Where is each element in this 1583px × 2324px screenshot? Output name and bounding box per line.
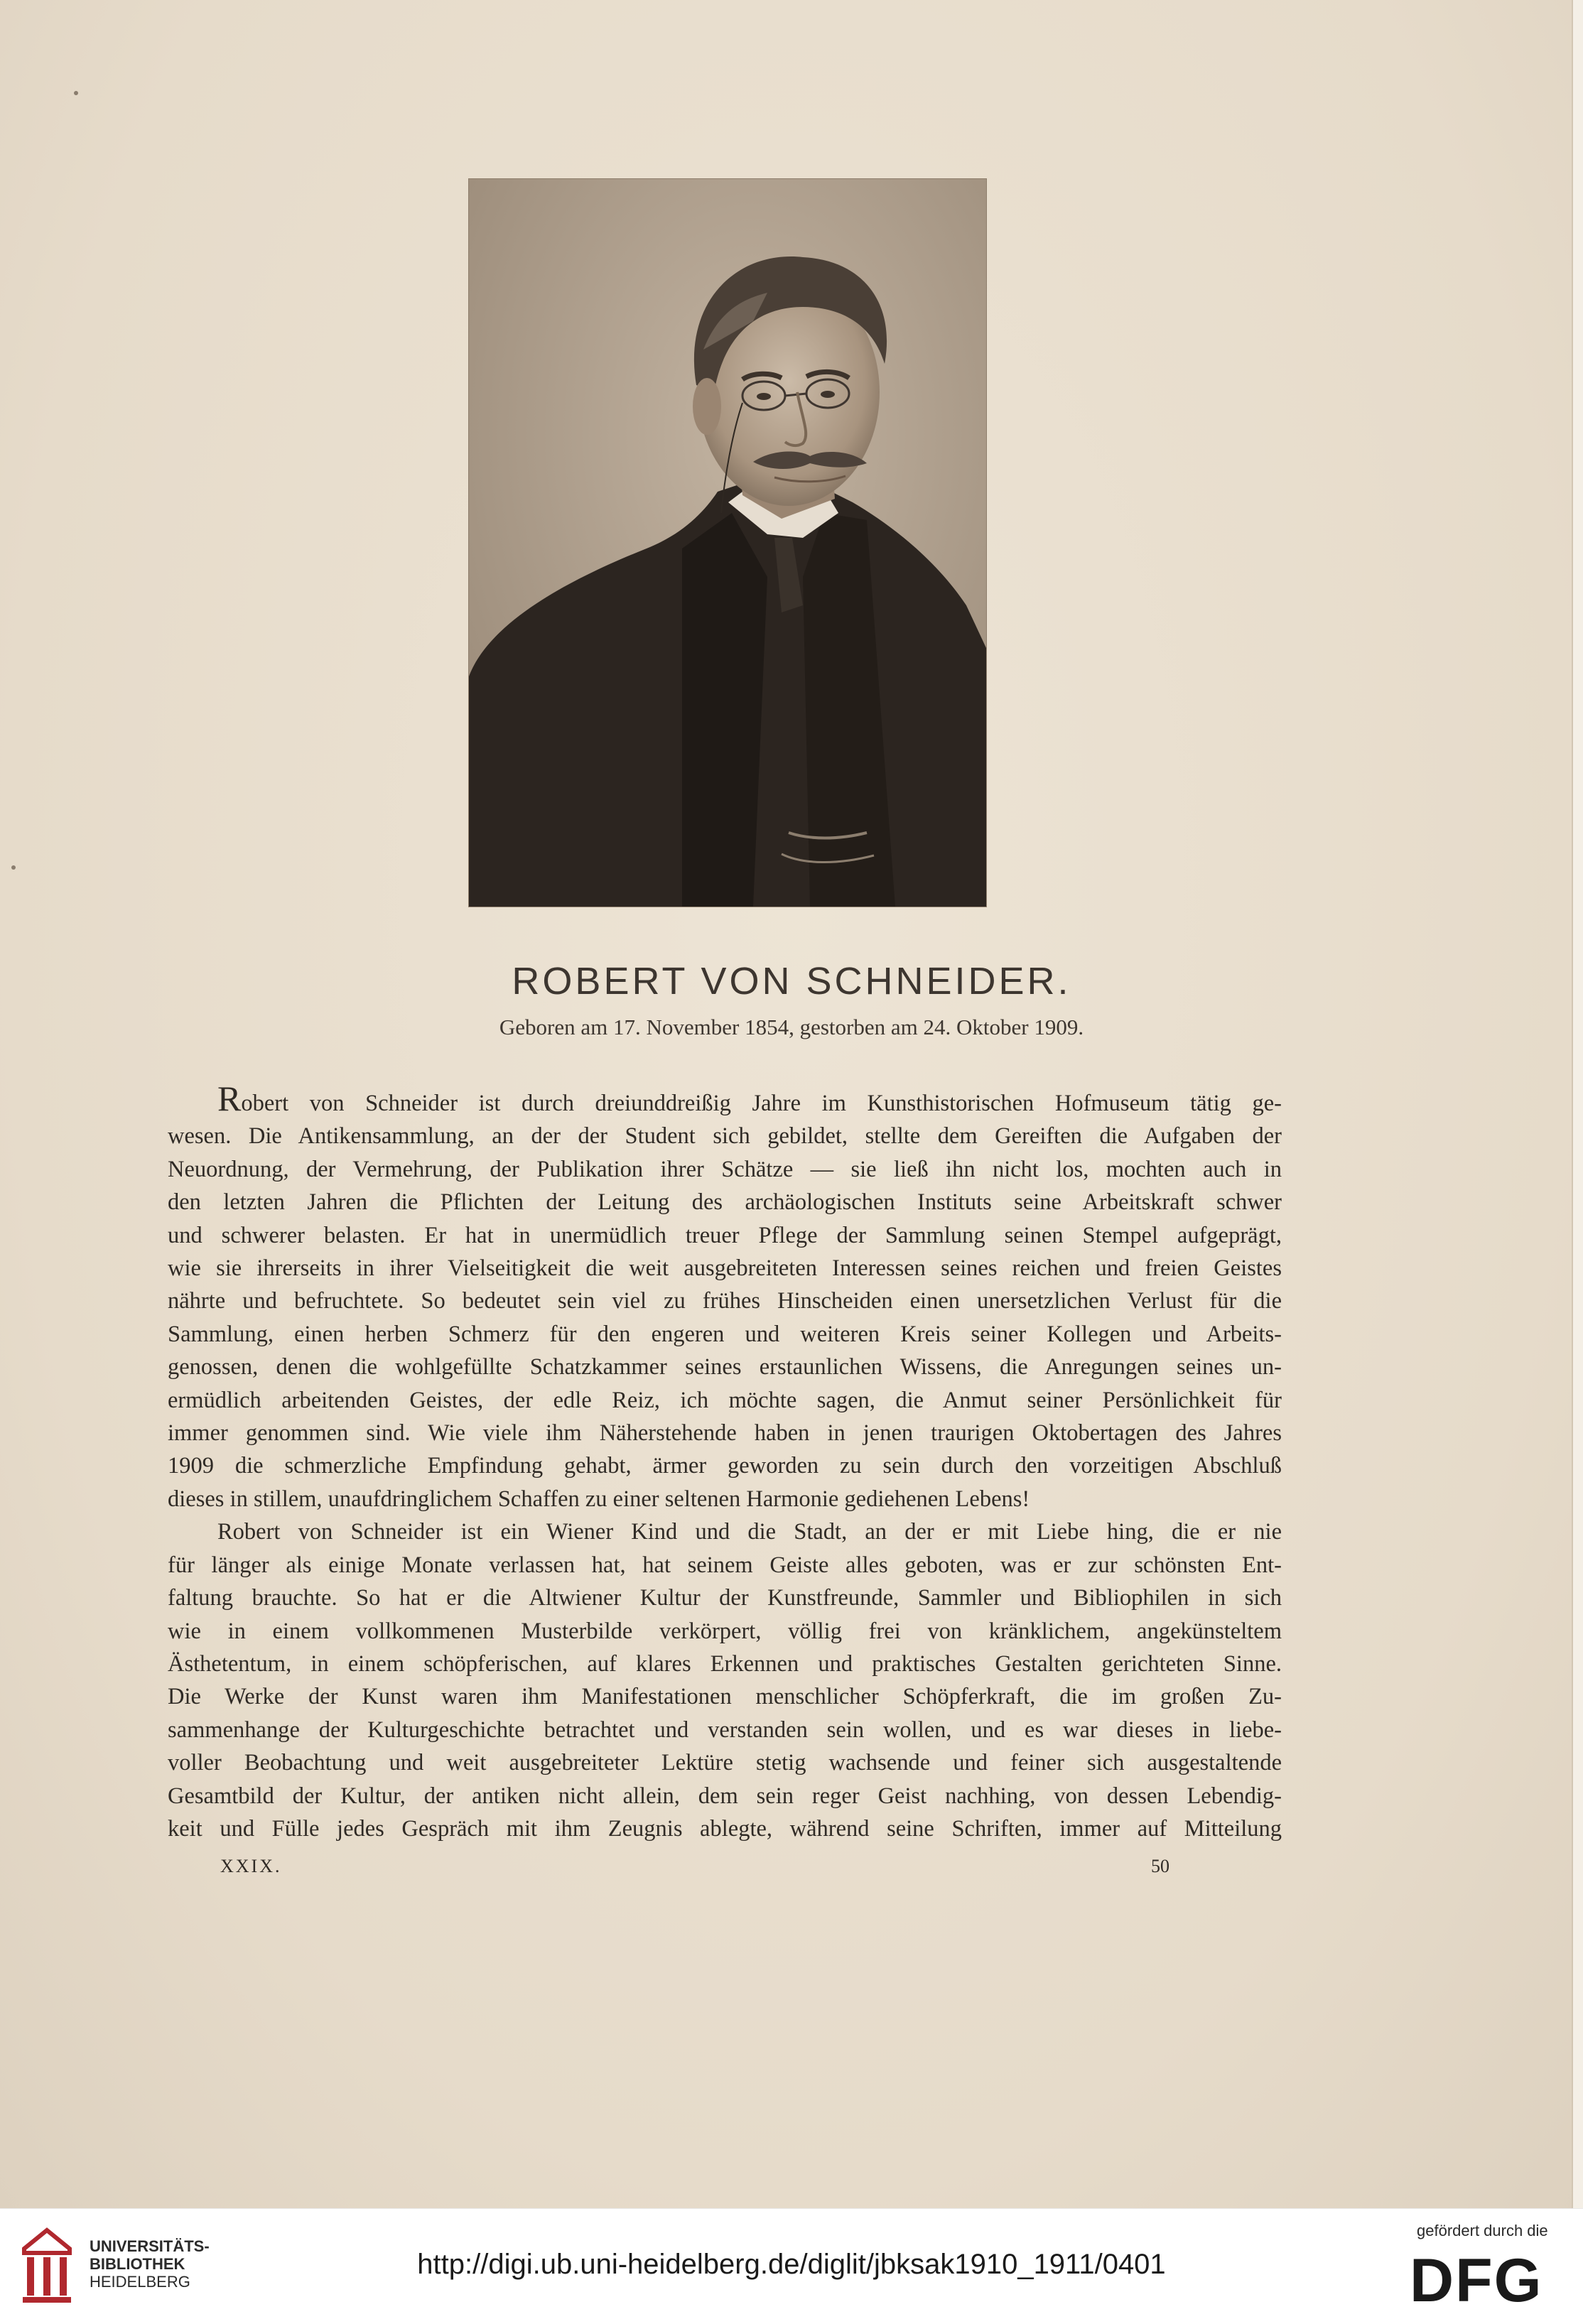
text-line: und schwerer belasten. Er hat in unermüdlich treuer Pflege der Sammlung seinen Stempel aufgeprägt,	[168, 1222, 1282, 1248]
text-line: keit und Fülle jedes Gespräch mit ihm Zeugnis ablegte, während seine Schriften, immer auf Mitteilung	[168, 1815, 1282, 1842]
page-edge	[1572, 0, 1583, 2208]
paper-speck	[11, 865, 16, 870]
text-line: wie in einem vollkommenen Musterbilde verkörpert, völlig frei von kränklichem, angekünsteltem	[168, 1618, 1282, 1644]
article-body	[168, 1079, 1282, 1845]
text-line: 1909 die schmerzliche Empfindung gehabt, ärmer geworden zu sein durch den vorzeitigen Abschluß	[168, 1453, 1282, 1479]
text-line: wie sie ihrerseits in ihrer Vielseitigkeit die weit ausgebreiteten Interessen seines reichen und freien Geistes	[168, 1255, 1282, 1282]
portrait-photograph	[469, 179, 986, 907]
text-line: Sammlung, einen herben Schmerz für den engeren und weiteren Kreis seiner Kollegen und Arbeits-	[168, 1321, 1282, 1347]
article-subtitle: Geboren am 17. November 1854, gestorben am 24. Oktober 1909.	[499, 1015, 1084, 1039]
text-line: Gesamtbild der Kultur, der antiken nicht allein, dem sein reger Geist nachhing, von dessen Lebendig-	[168, 1783, 1282, 1809]
text-line: Neuordnung, der Vermehrung, der Publikation ihrer Schätze — sie ließ ihn nicht los, mochten auch in	[168, 1156, 1282, 1182]
paper-speck	[74, 91, 78, 95]
text-line: wesen. Die Antikensammlung, an der der Student sich gebildet, stellte dem Gereiften die Aufgaben der	[168, 1123, 1282, 1150]
text-line: voller Beobachtung und weit ausgebreiteter Lektüre stetig wachsende und feiner sich ausgestaltende	[168, 1750, 1282, 1776]
text-line: nährte und befruchtete. So bedeutet sein viel zu frühes Hinscheiden einen unersetzlichen Verlust für die	[168, 1288, 1282, 1314]
text-line: ermüdlich arbeitenden Geistes, der edle Reiz, ich möchte sagen, die Anmut seiner Persönlichkeit für	[168, 1387, 1282, 1413]
signature-mark: XXIX.	[220, 1856, 282, 1876]
text-line: den letzten Jahren die Pflichten der Leitung des archäologischen Instituts seine Arbeitskraft schwer	[168, 1189, 1282, 1216]
paragraph-2	[168, 1515, 1282, 1845]
text-line: genossen, denen die wohlgefüllte Schatzkammer seines erstaunlichen Wissens, die Anregungen seines un-	[168, 1354, 1282, 1380]
text-line: Ästhetentum, in einem schöpferischen, auf klares Erkennen und praktisches Gestalten gerichteten Sinne.	[168, 1650, 1282, 1677]
text-line: Robert von Schneider ist ein Wiener Kind und die Stadt, an der er mit Liebe hing, die er nie	[217, 1519, 1282, 1545]
library-name-line-2: BIBLIOTHEK	[90, 2255, 185, 2273]
text-line: Die Werke der Kunst waren ihm Manifestationen menschlicher Schöpferkraft, die im großen Zu-	[168, 1684, 1282, 1710]
library-city: HEIDELBERG	[90, 2273, 190, 2291]
text-line	[168, 1079, 1282, 1120]
library-name-line-1: UNIVERSITÄTS-	[90, 2237, 210, 2255]
text-line: sammenhange der Kulturgeschichte betrachtet und verstanden sein wollen, und es war dieses in liebe-	[168, 1717, 1282, 1743]
text-line: faltung brauchte. So hat er die Altwiener Kultur der Kunstfreunde, Sammler und Bibliophilen in sich	[168, 1585, 1282, 1611]
text-line: immer genommen sind. Wie viele ihm Näherstehende haben in jenen traurigen Oktobertagen des Jahres	[168, 1420, 1282, 1447]
article-title: ROBERT VON SCHNEIDER.	[512, 960, 1071, 1002]
text-line: für länger als einige Monate verlassen hat, hat seinem Geiste alles geboten, was er zur schönsten Ent-	[168, 1552, 1282, 1578]
page-number: 50	[1151, 1856, 1169, 1876]
text-line: dieses in stillem, unaufdringlichem Schaffen zu einer seltenen Harmonie gediehenen Lebens!	[168, 1486, 1030, 1512]
dfg-logo[interactable]: DFG	[1410, 2247, 1543, 2315]
permalink-url[interactable]: http://digi.ub.uni-heidelberg.de/diglit/jbksak1910_1911/0401	[417, 2249, 1166, 2280]
funding-caption: gefördert durch die	[1417, 2222, 1548, 2239]
paragraph-1	[168, 1079, 1282, 1515]
digitization-footer	[0, 2208, 1583, 2324]
text-line-rest: obert von Schneider ist durch dreiunddreißig Jahre im Kunsthistorischen Hofmuseum tätig ge-	[241, 1091, 1282, 1116]
drop-cap: R	[217, 1079, 242, 1118]
